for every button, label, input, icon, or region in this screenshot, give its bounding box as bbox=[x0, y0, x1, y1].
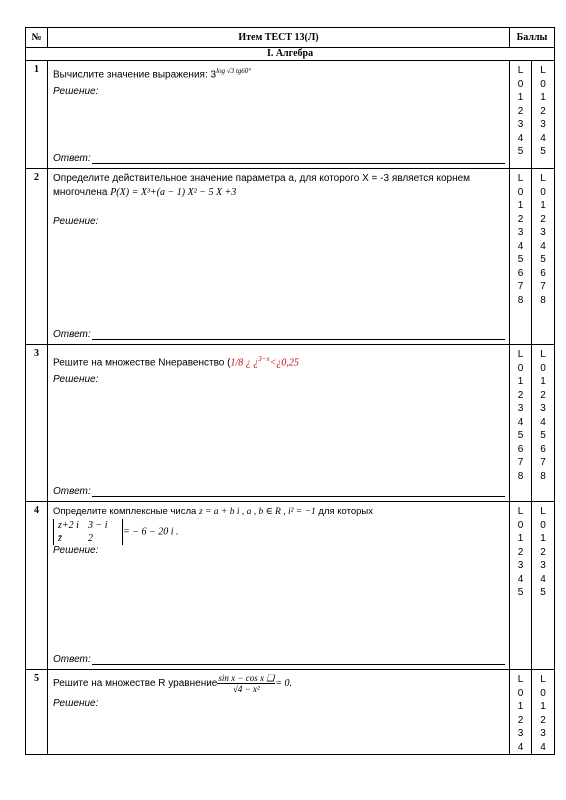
task-body bbox=[48, 345, 510, 502]
score-column-1: L 0 1 2 3 4 5 bbox=[510, 502, 532, 670]
task-row bbox=[26, 61, 555, 169]
solution-label: Решение: bbox=[53, 86, 99, 98]
task-body bbox=[48, 169, 510, 345]
score-column-2: L 0 1 2 3 4 5 6 7 8 bbox=[532, 169, 555, 345]
score-column-1: L 0 1 2 3 4 bbox=[510, 670, 532, 755]
task-text: Решите на множестве Nнеравенство (1/8 ¿ ¿$^{3-x}$<¿0,25 bbox=[53, 355, 299, 369]
task-text: Определите комплексные числа z = a + b i , a , b ∈ R , i² = −1 для которых bbox=[53, 506, 374, 517]
determinant: z+2 i 3 − i z̄ 2 bbox=[53, 519, 123, 545]
header-score: Баллы bbox=[510, 28, 555, 48]
task-row bbox=[26, 670, 555, 755]
solution-label: Решение: bbox=[53, 374, 99, 386]
task-row bbox=[26, 502, 555, 670]
task-text: Вычислите значение выражения: $3^{log √3 tg60^\circ}$ bbox=[53, 67, 252, 81]
header-row bbox=[26, 28, 555, 48]
task-row bbox=[26, 169, 555, 345]
header-title: Итем ТЕСТ 13(Л) bbox=[48, 28, 510, 48]
task-body bbox=[48, 502, 510, 670]
answer-field[interactable]: Ответ: bbox=[53, 486, 505, 497]
task-number: 2 bbox=[26, 169, 48, 345]
task-expression: P(X) = X³+(a − 1) X² − 5 X +3 bbox=[110, 187, 237, 198]
task-text: Определите действительное значение параметра a, для которого X = -3 является корнем многочлена P(X) = X³+(a − 1) X² − 5 X +3 bbox=[53, 173, 471, 198]
task-expression: log √3 tg60° bbox=[216, 67, 252, 75]
solution-label: Решение: bbox=[53, 545, 99, 556]
score-column-1: L 0 1 2 3 4 5 bbox=[510, 61, 532, 169]
solution-label: Решение: bbox=[53, 698, 99, 709]
score-column-2: L 0 1 2 3 4 5 6 7 8 bbox=[532, 345, 555, 502]
score-column-2: L 0 1 2 3 4 bbox=[532, 670, 555, 755]
task-text: Решите на множестве R уравнение $\frac{\text{sin x − cos x ❑}}{\text{√4 − x²}}$ = 0. bbox=[53, 673, 293, 694]
task-row bbox=[26, 345, 555, 502]
task-expression: z = a + b i , a , b ∈ R , i² = −1 bbox=[198, 507, 316, 517]
task-expression: $\frac{\text{sin x − cos x ❑}}{\text{√4 − x²}}$ bbox=[218, 673, 275, 694]
section-row bbox=[26, 48, 555, 61]
score-column-2: L 0 1 2 3 4 5 bbox=[532, 502, 555, 670]
score-column-1: L 0 1 2 3 4 5 6 7 8 bbox=[510, 169, 532, 345]
task-number: 3 bbox=[26, 345, 48, 502]
header-num: № bbox=[26, 28, 48, 48]
task-number: 1 bbox=[26, 61, 48, 169]
test-table bbox=[25, 27, 555, 755]
score-column-2: L 0 1 2 3 4 5 bbox=[532, 61, 555, 169]
task-number: 4 bbox=[26, 502, 48, 670]
task-body bbox=[48, 670, 510, 755]
task-body bbox=[48, 61, 510, 169]
answer-field[interactable]: Ответ: bbox=[53, 654, 505, 665]
score-column-1: L 0 1 2 3 4 5 6 7 8 bbox=[510, 345, 532, 502]
answer-field[interactable]: Ответ: bbox=[53, 153, 505, 164]
solution-label: Решение: bbox=[53, 216, 99, 227]
answer-field[interactable]: Ответ: bbox=[53, 329, 505, 340]
determinant-equation: z+2 i 3 − i z̄ 2= − 6 − 20 i . bbox=[53, 519, 505, 545]
task-number: 5 bbox=[26, 670, 48, 755]
task-expression: 1/8 ¿ ¿ bbox=[230, 357, 259, 369]
section-title: I. Алгебра bbox=[26, 48, 555, 61]
